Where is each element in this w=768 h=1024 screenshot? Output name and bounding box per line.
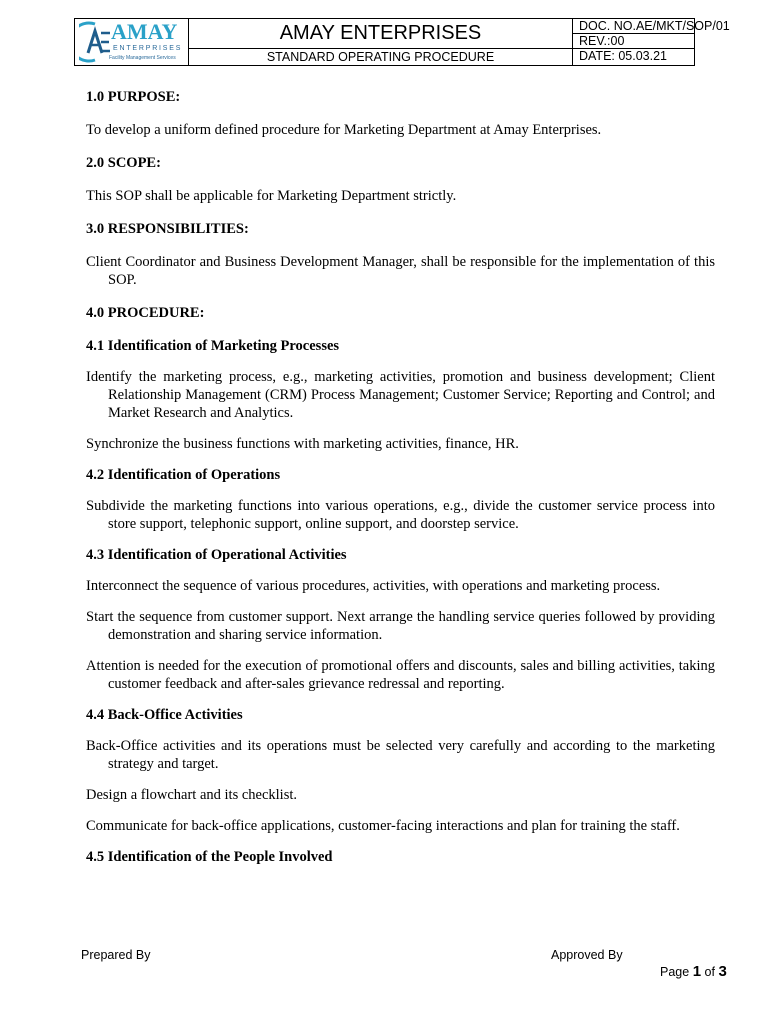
logo-subtitle: ENTERPRISES [113,45,183,52]
paragraph-4-2: Subdivide the marketing functions into various operations, e.g., divide the customer service process into store support, telephonic support, online support, and doorstep service. [86,498,715,532]
document-body [86,88,715,866]
prepared-by-label: Prepared By [81,948,151,962]
section-heading-purpose: 1.0 PURPOSE: [86,89,181,105]
paragraph-4-4-a: Back-Office activities and its operations must be selected very carefully and according to the marketing strategy and target. [86,738,715,772]
paragraph-4-3-a: Interconnect the sequence of various procedures, activities, with operations and marketing process. [86,578,661,594]
subsection-heading-4-1: 4.1 Identification of Marketing Processes [86,338,340,354]
subsection-heading-4-3: 4.3 Identification of Operational Activities [86,547,347,563]
document-type: STANDARD OPERATING PROCEDURE [266,50,495,64]
subsection-heading-4-2: 4.2 Identification of Operations [86,467,281,483]
section-heading-scope: 2.0 SCOPE: [86,155,161,171]
subsection-heading-4-5: 4.5 Identification of the People Involved [86,849,333,865]
document-meta [573,19,730,65]
paragraph-4-3-b: Start the sequence from customer support. Next arrange the handling service queries followed by providing demonstration and sharing service information. [86,609,715,643]
paragraph-4-1-a: Identify the marketing process, e.g., marketing activities, promotion and business development; Client Relationship Management (CRM) Process Management; Customer Service; Reporting and Control; and Market Research and Analytics. [86,369,715,421]
section-heading-responsibilities: 3.0 RESPONSIBILITIES: [86,221,249,237]
paragraph-4-4-c: Communicate for back-office applications, customer-facing interactions and plan for training the staff. [86,818,680,834]
header-title-cell [189,19,573,65]
logo-tagline: Facility Management Services [109,55,176,61]
revision-number: REV.:00 [573,34,694,49]
section-heading-procedure: 4.0 PROCEDURE: [86,305,205,321]
company-logo [75,19,189,65]
logo-wordmark: AMAY [111,19,178,44]
page-of: of [704,965,715,979]
paragraph-scope: This SOP shall be applicable for Marketing Department strictly. [86,188,457,204]
paragraph-4-4-b: Design a flowchart and its checklist. [86,787,297,803]
paragraph-responsibilities: Client Coordinator and Business Development Manager, shall be responsible for the implementation of this SOP. [86,254,715,288]
logo-emblem-icon [79,21,113,63]
paragraph-4-3-c: Attention is needed for the execution of promotional offers and discounts, sales and billing activities, taking customer feedback and after-sales grievance redressal and reporting. [86,658,715,692]
page-current: 1 [692,963,702,980]
paragraph-4-1-b: Synchronize the business functions with marketing activities, finance, HR. [86,436,519,452]
subsection-heading-4-4: 4.4 Back-Office Activities [86,707,243,723]
company-name: AMAY ENTERPRISES [189,19,572,49]
page-word: Page [660,965,690,979]
document-header [74,18,730,66]
document-date: DATE: 05.03.21 [579,49,668,63]
paragraph-purpose: To develop a uniform defined procedure for Marketing Department at Amay Enterprises. [86,122,602,138]
approved-by-label: Approved By [551,948,623,962]
page-total: 3 [718,963,727,980]
page-number [660,963,727,980]
document-number: DOC. NO.AE/MKT/SOP/01 [573,19,694,34]
